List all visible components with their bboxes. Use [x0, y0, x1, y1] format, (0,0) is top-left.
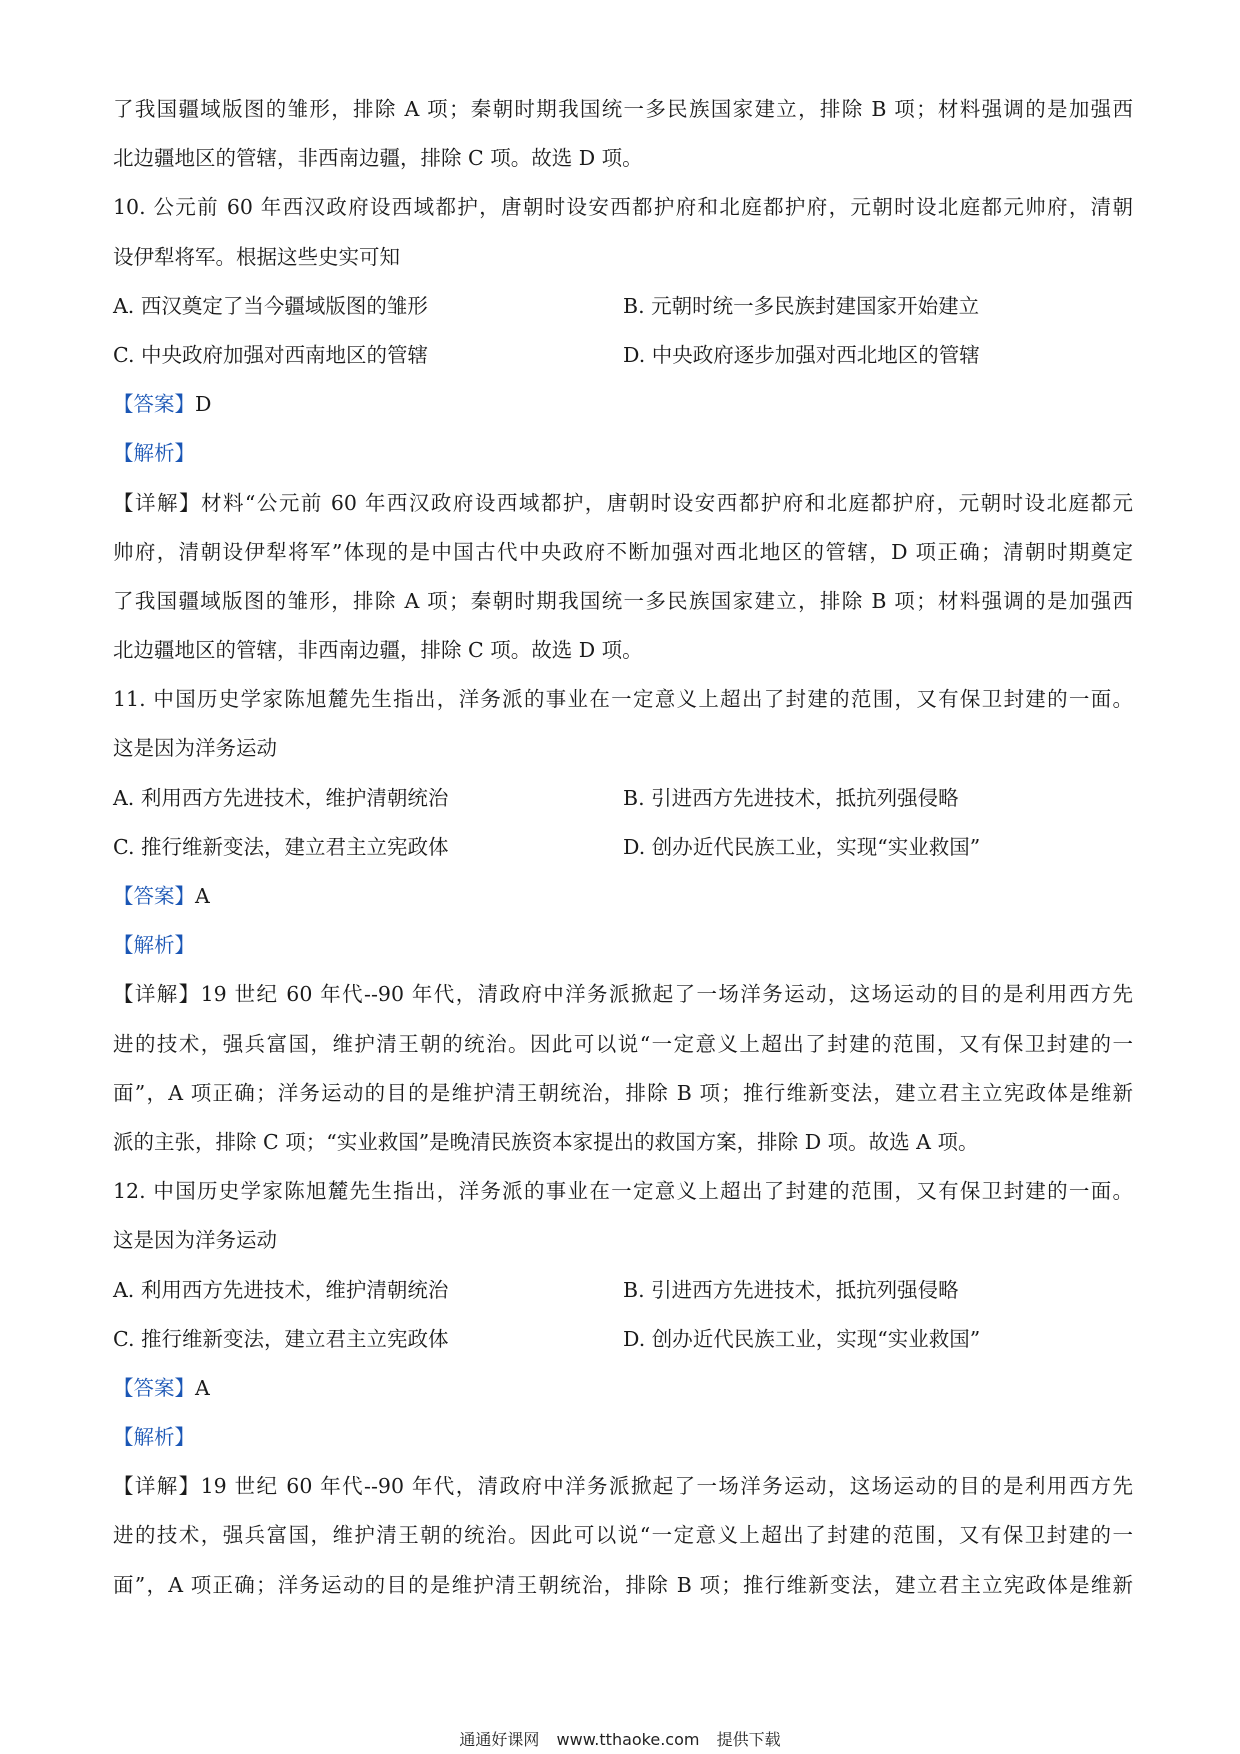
analysis-tag: 【解析】 [113, 1425, 195, 1450]
question-12-stem: 这是因为洋务运动 [113, 1228, 277, 1253]
detail-line: 面”，A 项正确；洋务运动的目的是维护清王朝统治，排除 B 项；推行维新变法，建立君主立宪政体是维新 [113, 1080, 1133, 1105]
question-10-stem: 设伊犁将军。根据这些史实可知 [113, 244, 400, 269]
option-d: D. 中央政府逐步加强对西北地区的管辖 [623, 342, 980, 367]
detail-text: 19 世纪 60 年代--90 年代，清政府中洋务派掀起了一场洋务运动，这场运动的目的是利用西方先 [200, 1474, 1133, 1499]
option-a: A. 西汉奠定了当今疆域版图的雏形 [113, 293, 428, 318]
question-11-options-row-2 [113, 834, 1133, 860]
detail-line: 派的主张，排除 C 项；“实业救国”是晚清民族资本家提出的救国方案，排除 D 项。故选 A 项。 [113, 1129, 979, 1154]
option-a: A. 利用西方先进技术，维护清朝统治 [113, 785, 449, 810]
detail-line: 北边疆地区的管辖，非西南边疆，排除 C 项。故选 D 项。 [113, 638, 643, 663]
question-12-stem: 12. 中国历史学家陈旭麓先生指出，洋务派的事业在一定意义上超出了封建的范围，又有保卫封建的一面。 [113, 1179, 1133, 1204]
question-11-stem: 这是因为洋务运动 [113, 736, 277, 761]
answer-tag: 【答案】 [113, 884, 195, 908]
footer-url: www.tthaoke.com [556, 1730, 700, 1749]
answer-line [113, 391, 1133, 417]
detail-text: 19 世纪 60 年代--90 年代，清政府中洋务派掀起了一场洋务运动，这场运动的目的是利用西方先 [200, 982, 1133, 1007]
question-12-options-row-2 [113, 1326, 1133, 1352]
analysis-heading [113, 932, 1133, 958]
page-footer [0, 1731, 1240, 1749]
analysis-heading [113, 440, 1133, 466]
question-11-options-row-1 [113, 785, 1133, 811]
option-c: C. 推行维新变法，建立君主立宪政体 [113, 834, 449, 859]
question-11-stem: 11. 中国历史学家陈旭麓先生指出，洋务派的事业在一定意义上超出了封建的范围，又有保卫封建的一面。 [113, 687, 1133, 712]
answer-value: D [195, 392, 212, 417]
option-c: C. 中央政府加强对西南地区的管辖 [113, 342, 428, 367]
question-12-options-row-1 [113, 1277, 1133, 1303]
detail-line: 了我国疆域版图的雏形，排除 A 项；秦朝时期我国统一多民族国家建立，排除 B 项；材料强调的是加强西 [113, 588, 1133, 613]
page-content [113, 96, 1133, 1621]
question-10-options-row-2 [113, 342, 1133, 368]
detail-line: 面”，A 项正确；洋务运动的目的是维护清王朝统治，排除 B 项；推行维新变法，建立君主立宪政体是维新 [113, 1572, 1133, 1597]
analysis-tag: 【解析】 [113, 933, 195, 958]
option-b: B. 元朝时统一多民族封建国家开始建立 [623, 293, 980, 318]
detail-text: 材料“公元前 60 年西汉政府设西域都护，唐朝时设安西都护府和北庭都护府，元朝时设北庭都元 [200, 490, 1133, 515]
question-10-stem: 10. 公元前 60 年西汉政府设西域都护，唐朝时设安西都护府和北庭都护府，元朝时设北庭都元帅府，清朝 [113, 195, 1133, 220]
answer-value: A [195, 1375, 210, 1400]
option-b: B. 引进西方先进技术，抵抗列强侵略 [623, 785, 959, 810]
detail-line [113, 1473, 1133, 1499]
footer-site-name: 通通好课网 [459, 1730, 540, 1749]
option-d: D. 创办近代民族工业，实现“实业救国” [623, 1326, 981, 1351]
analysis-heading [113, 1424, 1133, 1450]
question-10-options-row-1 [113, 293, 1133, 319]
option-b: B. 引进西方先进技术，抵抗列强侵略 [623, 1277, 959, 1302]
answer-tag: 【答案】 [113, 1375, 195, 1400]
analysis-tag: 【解析】 [113, 441, 195, 466]
continuation-line: 了我国疆域版图的雏形，排除 A 项；秦朝时期我国统一多民族国家建立，排除 B 项；材料强调的是加强西 [113, 97, 1133, 121]
detail-line: 帅府，清朝设伊犁将军”体现的是中国古代中央政府不断加强对西北地区的管辖，D 项正确；清朝时期奠定 [113, 539, 1133, 564]
footer-suffix: 提供下载 [716, 1730, 781, 1749]
continuation-line: 北边疆地区的管辖，非西南边疆，排除 C 项。故选 D 项。 [113, 146, 643, 171]
detail-line [113, 490, 1133, 516]
detail-line: 进的技术，强兵富国，维护清王朝的统治。因此可以说“一定意义上超出了封建的范围，又有保卫封建的一 [113, 1523, 1133, 1548]
answer-tag: 【答案】 [113, 392, 195, 417]
answer-value: A [195, 884, 210, 908]
answer-line [113, 1375, 1133, 1401]
answer-line [113, 883, 1133, 909]
option-a: A. 利用西方先进技术，维护清朝统治 [113, 1277, 449, 1302]
option-c: C. 推行维新变法，建立君主立宪政体 [113, 1326, 449, 1351]
option-d: D. 创办近代民族工业，实现“实业救国” [623, 834, 981, 859]
detail-line: 进的技术，强兵富国，维护清王朝的统治。因此可以说“一定意义上超出了封建的范围，又有保卫封建的一 [113, 1031, 1133, 1056]
detail-tag: 【详解】 [113, 490, 201, 515]
detail-tag: 【详解】 [113, 982, 201, 1007]
detail-tag: 【详解】 [113, 1474, 201, 1499]
detail-line [113, 981, 1133, 1007]
